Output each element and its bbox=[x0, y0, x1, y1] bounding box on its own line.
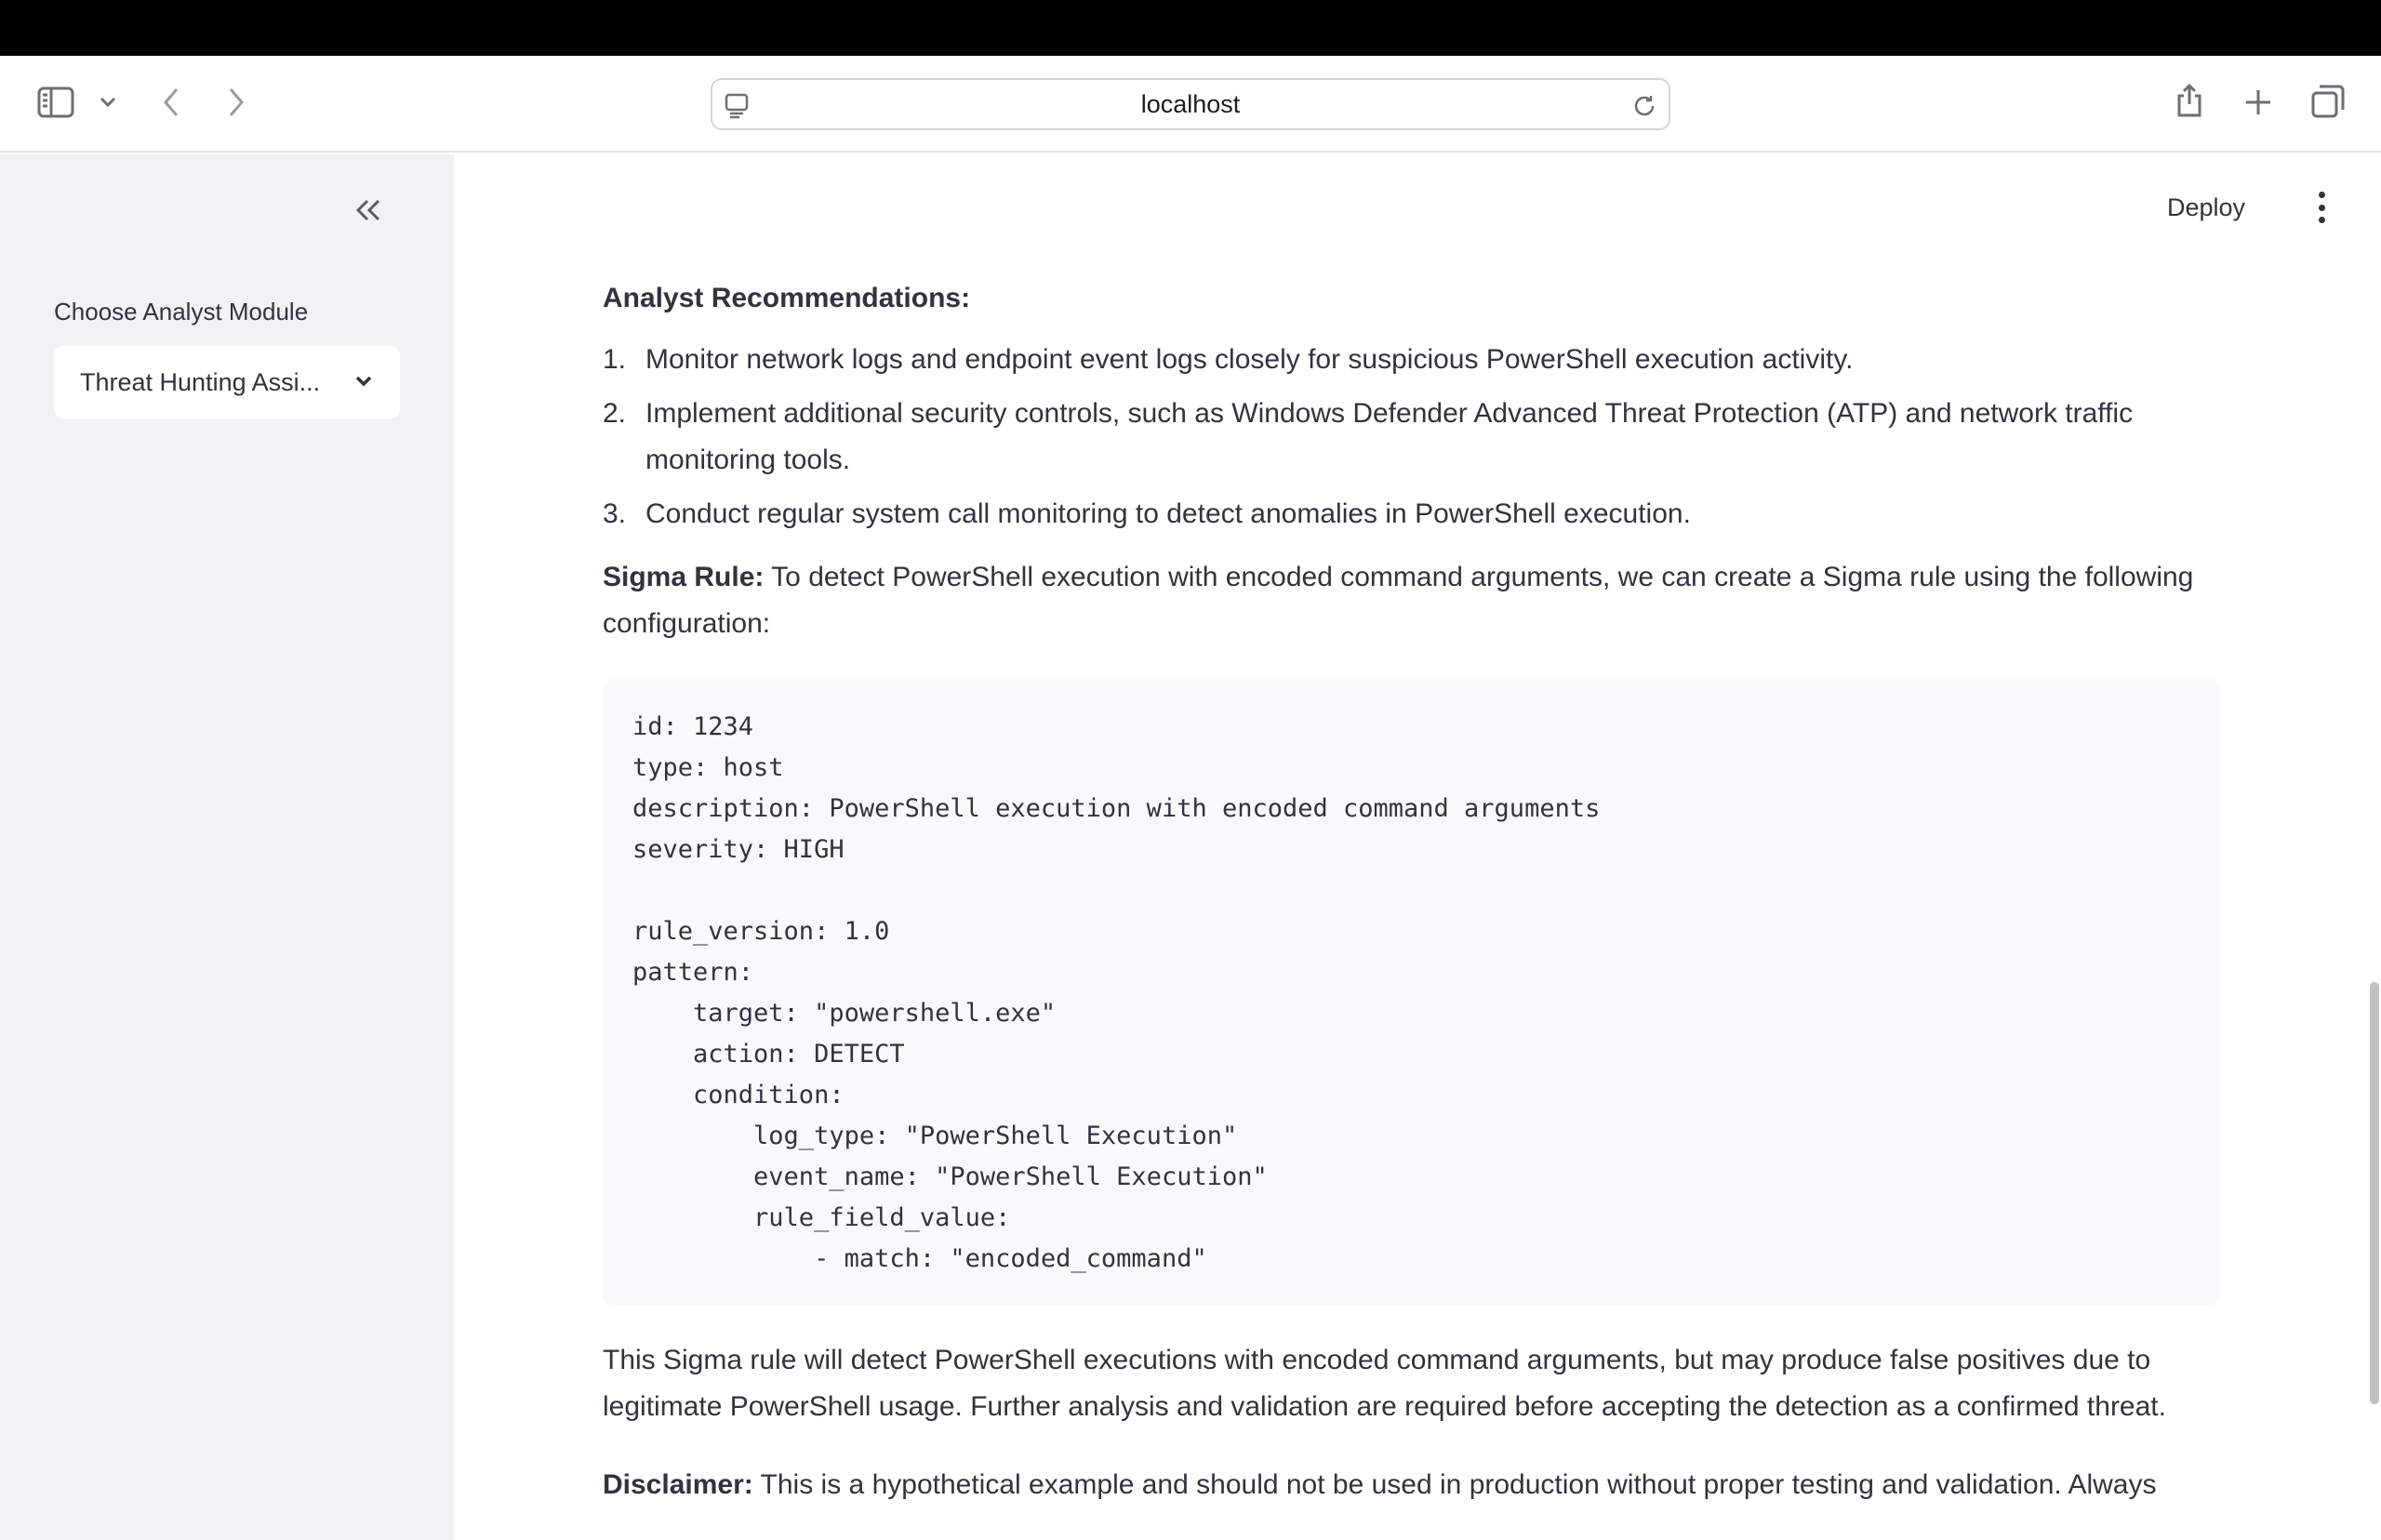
new-tab-icon[interactable] bbox=[2240, 84, 2277, 121]
code-line: rule_version: 1.0 bbox=[632, 917, 890, 946]
list-number: 1. bbox=[603, 344, 627, 375]
list-item bbox=[603, 491, 2221, 538]
code-line: severity: HIGH bbox=[632, 835, 845, 864]
sigma-rule-paragraph bbox=[603, 554, 2221, 647]
list-number: 3. bbox=[603, 498, 627, 529]
collapse-sidebar-icon[interactable] bbox=[346, 188, 391, 232]
browser-toolbar bbox=[0, 56, 2381, 153]
code-line: type: host bbox=[632, 753, 784, 782]
code-line: target: "powershell.exe" bbox=[632, 999, 1057, 1028]
reload-icon[interactable] bbox=[1629, 91, 1659, 121]
module-select-label: Choose Analyst Module bbox=[54, 298, 309, 325]
list-item-text: Conduct regular system call monitoring to detect anomalies in PowerShell execution. bbox=[645, 498, 1691, 529]
recommendations-title: Analyst Recommendations: bbox=[603, 283, 971, 313]
explanation-paragraph: This Sigma rule will detect PowerShell executions with encoded command arguments, but may produce false positives due to legitimate PowerShell usage. Further analysis and validation are required before accepting the detection as a confirmed threat. bbox=[603, 1345, 2166, 1422]
scrollbar-thumb[interactable] bbox=[2370, 982, 2379, 1404]
main-content bbox=[454, 154, 2381, 1540]
code-line: log_type: "PowerShell Execution" bbox=[632, 1122, 1238, 1150]
code-line: rule_field_value: bbox=[632, 1203, 1011, 1232]
list-item bbox=[603, 337, 2221, 383]
deploy-button[interactable]: Deploy bbox=[2167, 193, 2246, 221]
chevron-down-icon[interactable] bbox=[97, 91, 119, 113]
list-number: 2. bbox=[603, 398, 627, 429]
sidebar bbox=[0, 154, 454, 1540]
more-menu-icon[interactable] bbox=[2316, 192, 2327, 223]
tab-overview-icon[interactable] bbox=[2308, 82, 2348, 121]
disclaimer-label: Disclaimer: bbox=[603, 1469, 753, 1500]
forward-icon[interactable] bbox=[221, 82, 251, 123]
share-icon[interactable] bbox=[2171, 80, 2208, 121]
code-line: - match: "encoded_command" bbox=[632, 1244, 1207, 1273]
url-text: localhost bbox=[1140, 90, 1241, 118]
back-icon[interactable] bbox=[156, 82, 186, 123]
disclaimer-text: This is a hypothetical example and should not be used in production without proper testing and validation. Always bbox=[760, 1469, 2157, 1500]
list-item bbox=[603, 391, 2221, 484]
disclaimer-paragraph bbox=[603, 1462, 2221, 1508]
code-line: condition: bbox=[632, 1081, 845, 1109]
code-line: description: PowerShell execution with encoded command arguments bbox=[632, 794, 1601, 823]
code-line: id: 1234 bbox=[632, 712, 754, 741]
code-line: event_name: "PowerShell Execution" bbox=[632, 1162, 1268, 1191]
code-line: action: DETECT bbox=[632, 1040, 905, 1069]
code-block[interactable] bbox=[603, 679, 2221, 1306]
report-content bbox=[603, 275, 2221, 1540]
chevron-down-icon bbox=[353, 371, 376, 393]
address-bar[interactable] bbox=[711, 78, 1670, 130]
code-line bbox=[632, 870, 2191, 911]
list-item-text: Monitor network logs and endpoint event logs closely for suspicious PowerShell execution activity. bbox=[645, 344, 1854, 375]
sigma-rule-text: To detect PowerShell execution with encoded command arguments, we can create a Sigma rule using the following configuration: bbox=[603, 562, 2194, 639]
list-item-text: Implement additional security controls, such as Windows Defender Advanced Threat Protection (ATP) and network traffic monitoring tools. bbox=[645, 398, 2134, 475]
module-select-value: Threat Hunting Assi... bbox=[80, 368, 321, 396]
screen-top-bar bbox=[0, 0, 2381, 56]
code-line: pattern: bbox=[632, 958, 754, 987]
sigma-rule-label: Sigma Rule: bbox=[603, 562, 765, 592]
recommendations-list bbox=[603, 337, 2221, 538]
module-select[interactable] bbox=[54, 346, 400, 418]
sidebar-toggle-icon[interactable] bbox=[35, 84, 76, 121]
